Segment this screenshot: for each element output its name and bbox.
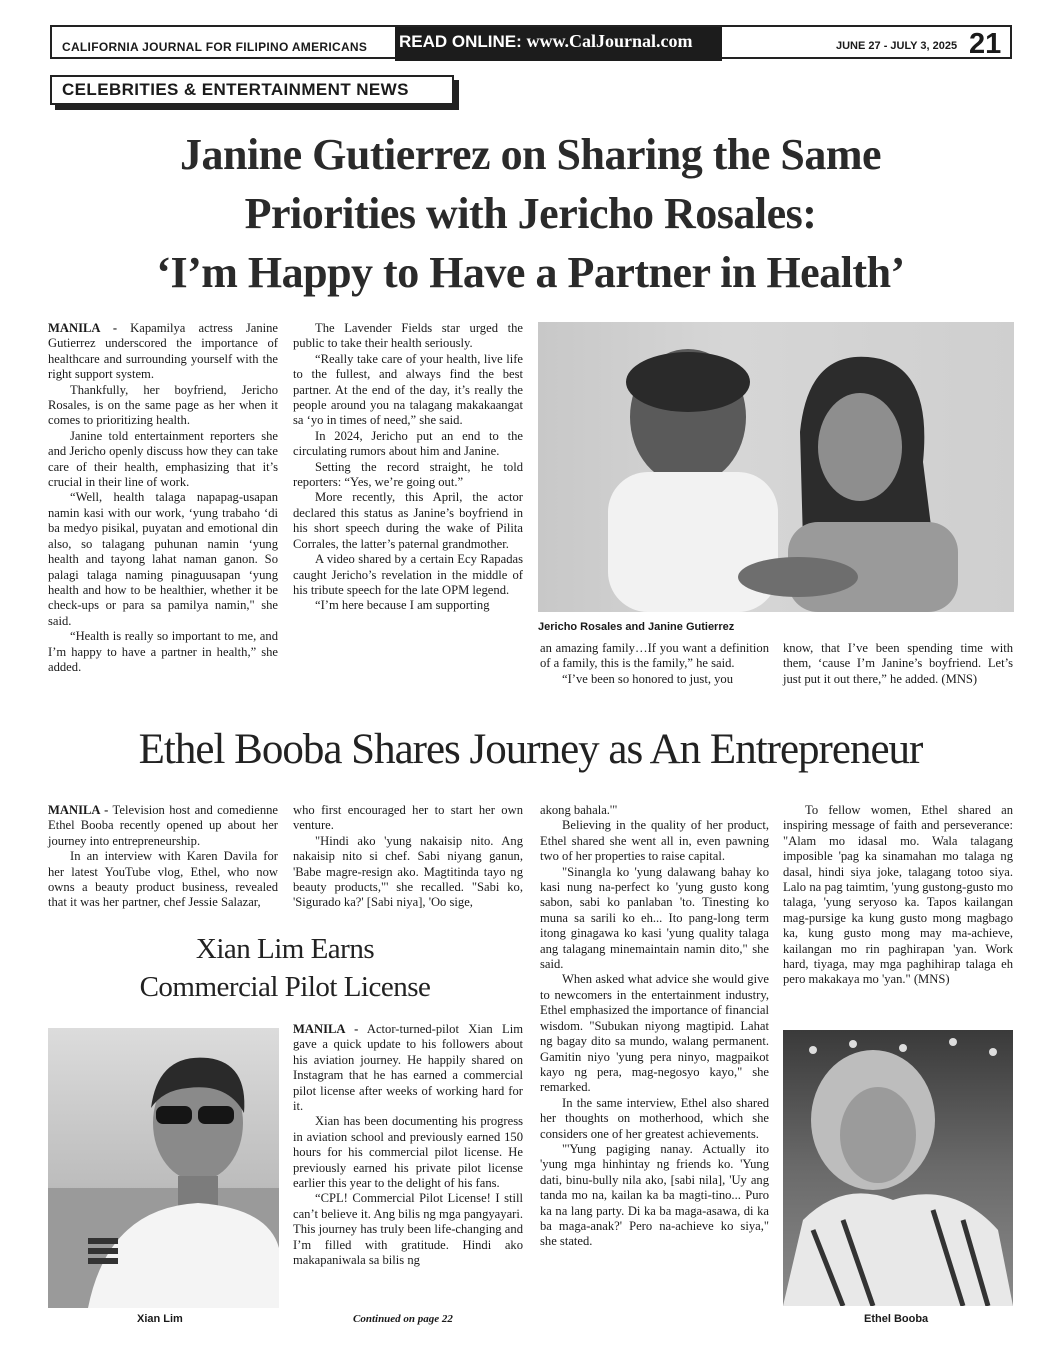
article1-paragraph: “I’ve been so honored to just, you	[562, 671, 734, 686]
dateline: MANILA -	[293, 1022, 359, 1036]
ethel-photo-illustration	[783, 1030, 1013, 1306]
article1-column-3	[540, 641, 769, 687]
issue-dates: JUNE 27 - JULY 3, 2025	[836, 40, 958, 52]
article3-paragraph: “CPL! Commercial Pilot License! I still can’t believe it. Ang bilis ng mga pangyayari. This journey has truly been life-changing and I’m filled with gratitude. Hindi ako makapaniwala sa bilis ng	[293, 1191, 523, 1268]
article1-headline-line3: ‘I’m Happy to Have a Partner in Health’	[156, 248, 905, 297]
article2-paragraph: akong bahala.'"	[540, 803, 618, 817]
jericho-janine-caption: Jericho Rosales and Janine Gutierrez	[538, 621, 735, 633]
article2-paragraph: When asked what advice she would give to newcomers in the entertainment industry, Ethel emphasized the importance of financial wisdom. "Subukan niyong magtipid. Lahat ng bagay dito sa mundo, walang permanent. Gamitin niyo 'yung pera ninyo, magpaikot kayo ng pera, mag-negosyo kayo," she remarked.	[540, 972, 769, 1095]
dateline: MANILA -	[48, 803, 109, 817]
article2-paragraph: "'Yung pagiging nanay. Actually ito 'yung mga hinhintay ng friends ko. 'Yung dati, binu-bully nila ako, [sabi nila], 'Uy ang tanda mo na, kailan ka ba magti-tino... Puro ka na lang party. Di ka ba maga-asawa, di ka ba maga-anak?' Pero na-achieve ko siya," she stated.	[540, 1141, 769, 1249]
article2-paragraph: MANILA - Television host and comedienne Ethel Booba recently opened up about her journey into entrepreneurship.	[48, 803, 279, 848]
article3-headline-line2: Commercial Pilot License	[139, 971, 431, 1003]
article1-paragraph: “I’m here because I am supporting	[315, 598, 490, 613]
article1-paragraph: “Health is really so important to me, and I’m happy to have a partner in health,” she added.	[48, 629, 278, 674]
article1-headline-line1: Janine Gutierrez on Sharing the Same	[179, 130, 882, 179]
article2-paragraph: Believing in the quality of her product, Ethel shared she went all in, even pawning two of her properties to raise capital.	[540, 818, 769, 864]
article1-paragraph: Thankfully, her boyfriend, Jericho Rosales, is on the same page as her when it comes to prioritizing health.	[48, 382, 278, 428]
article2-paragraph: who first encouraged her to start her own venture.	[293, 803, 523, 833]
article2-column-4	[783, 803, 1013, 988]
article2-paragraph: "Hindi ako 'yung nakaisip nito. Ang nakaisip nito si chef. Sabi niyang ganun, 'Babe magre-resign ako. Magtitinda tayo ng beauty products,"' she recalled. "Sabi ko, 'Sigurado ka?' [Sabi niya], 'Oo sige,	[293, 833, 523, 910]
article1-paragraph: The Lavender Fields star urged the public to take their health seriously.	[293, 321, 523, 351]
article1-paragraph: Setting the record straight, he told reporters: “Yes, we’re going out.”	[293, 459, 523, 490]
article1-paragraph: “Really take care of your health, live life to the fullest, and always find the best partner. At the end of the day, it’s really the people around you na talagang makakaangat sa ‘yo in times of need,” she said.	[293, 351, 523, 428]
continued-on-page[interactable]: Continued on page 22	[353, 1313, 453, 1325]
couple-photo-illustration	[538, 322, 1014, 612]
read-online-banner[interactable]	[395, 27, 722, 61]
article2-headline: Ethel Booba Shares Journey as An Entrepreneur	[138, 726, 923, 773]
xian-photo-illustration	[48, 1028, 279, 1308]
article1-column-2	[293, 321, 523, 614]
article2-paragraph: In an interview with Karen Davila for her latest YouTube vlog, Ethel, who now owns a beauty product business, revealed that it was her partner, chef Jessie Salazar,	[48, 849, 278, 910]
article3-headline-line1: Xian Lim Earns	[195, 933, 375, 965]
jericho-janine-photo	[538, 322, 1014, 612]
article2-column-2	[293, 803, 523, 911]
article1-paragraph: “Well, health talaga napapag-usapan namin kasi with our work, ‘yung trabaho ‘di ba medyo pisikal, puyatan and emotional din also, so talagang puhunan namin ‘yung health and tayong lahat naman ganon. So palagi talaga naming pinaguusapan ‘yung health and how to be healthier, whether it be check-ups or para sa pamilya namin," she said.	[48, 490, 278, 628]
article1-paragraph: Janine told entertainment reporters she and Jericho openly discuss how they can take care of their health, emphasizing that it’s crucial in their line of work.	[48, 428, 278, 490]
article1-paragraph: More recently, this April, the actor declared this status as Janine’s boyfriend in his short speech during the wake of Pilita Corrales, the latter’s paternal grandmother.	[293, 490, 523, 551]
page-number: 21	[969, 28, 1002, 60]
article2-paragraph: To fellow women, Ethel shared an inspiring message of faith and perseverance: "Alam mo idasal mo. Wala talagang imposible 'pag ka sinamahan mo talaga ng dasal, hindi siya joke, talagang totoo siya. Lalo na pag taimtim, 'yung gustong-gusto mo talaga, 'yung seryoso ka. Tapos kailangan mag-pursige ka kung gusto mong magbago ka, kung gusto mong may ma-achieve, kailangan mo rin paghirapan 'yan. Work hard, tiyaga, may mga paghihirap talaga eh pero makakaya mo 'yan." (MNS)	[783, 803, 1013, 987]
xian-lim-photo	[48, 1028, 279, 1308]
xian-lim-caption: Xian Lim	[137, 1313, 183, 1325]
read-online-label: READ ONLINE:	[399, 32, 522, 51]
publication-name: CALIFORNIA JOURNAL FOR FILIPINO AMERICANS	[62, 40, 368, 54]
article1-paragraph: an amazing family…If you want a definition of a family, this is the family,” he said.	[540, 641, 769, 671]
article3-paragraph: MANILA - Actor-turned-pilot Xian Lim gave a quick update to his followers about his aviation journey. He happily shared on Instagram that he has earned a commercial pilot license after weeks of working hard for it.	[293, 1022, 523, 1114]
article3-headline	[90, 930, 480, 1006]
article1-paragraph: know, that I’ve been spending time with them, ‘cause I’m Janine’s boyfriend. Let’s just put it out there,” he added. (MNS)	[783, 641, 1013, 686]
dateline: MANILA -	[48, 321, 118, 335]
article2-paragraph: In the same interview, Ethel also shared her thoughts on motherhood, which she considers one of her greatest achievements.	[540, 1095, 769, 1141]
read-online-url[interactable]: www.CalJournal.com	[526, 31, 693, 51]
article1-paragraph: MANILA - Kapamilya actress Janine Gutierrez underscored the importance of healthcare and surrounding yourself with the right support system.	[48, 321, 278, 382]
ethel-booba-photo	[783, 1030, 1013, 1306]
ethel-booba-caption: Ethel Booba	[864, 1313, 929, 1325]
article2-column-1	[48, 803, 278, 911]
article1-paragraph: A video shared by a certain Ecy Rapadas caught Jericho’s revelation in the middle of his tribute speech for the late OPM legend.	[293, 552, 523, 597]
article2-paragraph: "Sinangla ko 'yung dalawang bahay ko kasi nung na-perfect ko 'yung gusto kong sabon, sabi ko panlaban 'to. Tinesting ko muna sa sarili ko eh... Ito pang-long term itong ginagawa ko kasi 'yung quality talaga ang talagang minemaintain namin dito," she said.	[540, 864, 769, 972]
article3-paragraph: Xian has been documenting his progress in aviation school and previously earned 150 hours for his commercial pilot license. He previously earned his private pilot license earlier this year to the delight of his fans.	[293, 1114, 523, 1191]
article1-headline	[60, 125, 1001, 302]
article3-column	[293, 1022, 523, 1269]
section-label: CELEBRITIES & ENTERTAINMENT NEWS	[50, 75, 454, 105]
article1-paragraph: In 2024, Jericho put an end to the circulating rumors about him and Janine.	[293, 428, 523, 459]
article1-column-4	[783, 641, 1013, 687]
article2-column-3	[540, 803, 769, 1250]
article1-headline-line2: Priorities with Jericho Rosales:	[244, 189, 817, 238]
article1-column-1	[48, 321, 278, 675]
